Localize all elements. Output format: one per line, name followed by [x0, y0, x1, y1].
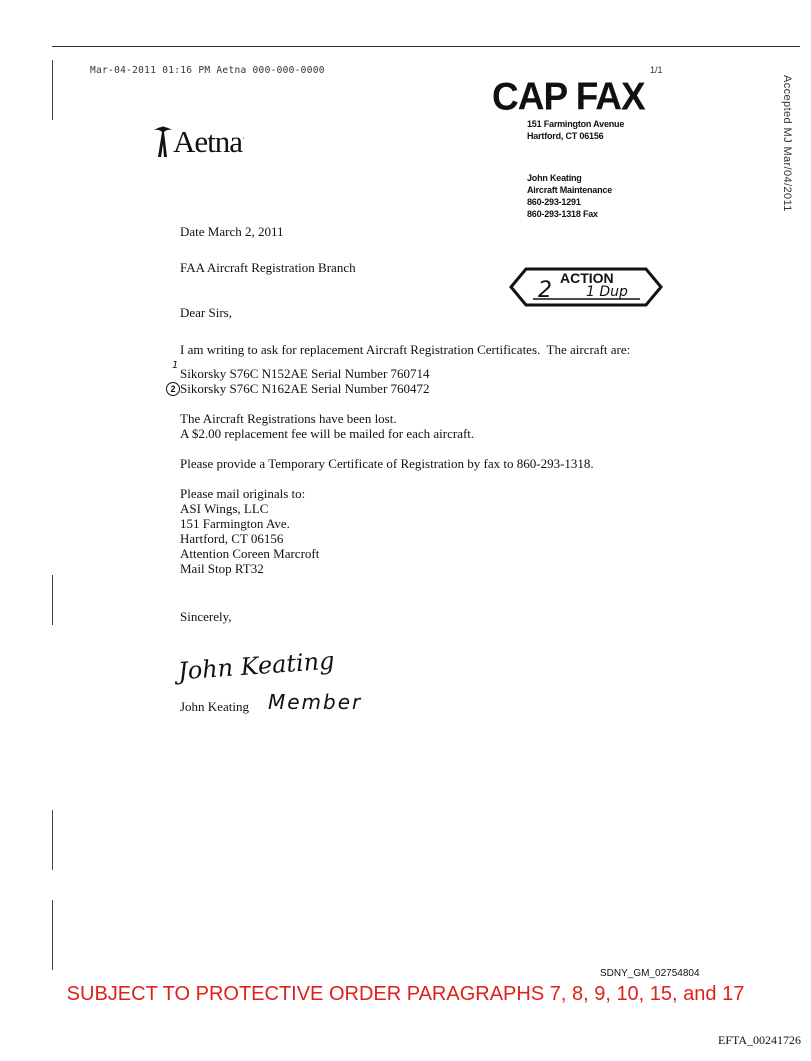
handwritten-title: Member [268, 690, 363, 714]
recipient: FAA Aircraft Registration Branch [180, 260, 356, 275]
handwritten-circled-2: 2 [166, 382, 180, 396]
signature: John Keating [177, 646, 336, 686]
salutation: Dear Sirs, [180, 305, 232, 320]
aetna-figure-icon [153, 124, 173, 158]
efta-number: EFTA_00241726 [718, 1033, 802, 1047]
sender-address: 151 Farmington Avenue Hartford, CT 06156 [527, 119, 625, 141]
action-stamp: ACTION 2 1 Dup [508, 266, 664, 308]
scan-edge-mark [52, 60, 53, 120]
signer-name: John Keating [180, 699, 249, 714]
closing: Sincerely, [180, 609, 232, 624]
cap-fax-logo: CAP FAX [492, 74, 645, 118]
mail-to-block: Please mail originals to: ASI Wings, LLC 151 Farmington Ave. Hartford, CT 06156 Attention Coreen Marcroft Mail Stop RT32 [180, 486, 320, 576]
scan-edge-mark [52, 575, 53, 625]
aircraft-line: Sikorsky S76C N162AE Serial Number 760472 [180, 381, 430, 396]
protective-order-notice: SUBJECT TO PROTECTIVE ORDER PARAGRAPHS 7, 8, 9, 10, 15, and 17 [66, 983, 745, 1005]
intro-paragraph: I am writing to ask for replacement Aircraft Registration Certificates. The aircraft are: [180, 342, 631, 357]
bates-number: SDNY_GM_02754804 [600, 968, 700, 979]
page-count: 1/1 [650, 65, 663, 75]
scan-edge-mark [52, 900, 53, 970]
fax-header: Mar-04-2011 01:16 PM Aetna 000-000-0000 [90, 65, 325, 76]
sender-contact: John Keating Aircraft Maintenance 860-293-1291 860-293-1318 Fax [527, 173, 613, 219]
date-line: Date March 2, 2011 [180, 224, 284, 239]
top-rule [52, 46, 800, 47]
aetna-logo: Aetna · [153, 118, 245, 158]
handwritten-mark-1: 1 [172, 360, 179, 371]
fee-line: A $2.00 replacement fee will be mailed for each aircraft. [180, 426, 475, 441]
accepted-stamp: Accepted MJ Mar/04/2011 [781, 75, 793, 212]
lost-line: The Aircraft Registrations have been lost. [180, 411, 397, 426]
request-line: Please provide a Temporary Certificate of Registration by fax to 860-293-1318. [180, 456, 594, 471]
scan-edge-mark [52, 810, 53, 870]
aircraft-line: Sikorsky S76C N152AE Serial Number 760714 [180, 366, 430, 381]
